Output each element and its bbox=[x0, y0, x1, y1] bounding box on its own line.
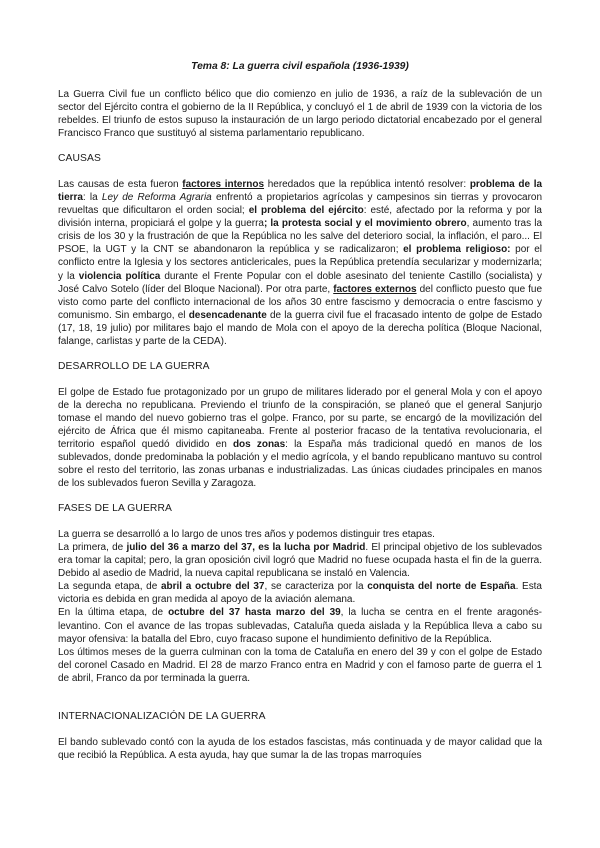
fases-paragraph-5: Los últimos meses de la guerra culminan con la toma de Cataluña en enero del 39 y con el golpe de Estado del coronel Casado en Madrid. El 28 de marzo Franco entra en Madrid y con el famoso parte de guerra el 1 de abril, Franco da por terminada la guerra. bbox=[58, 646, 542, 684]
text-run: heredados que la república intentó resolver: bbox=[264, 179, 470, 191]
text-run: Las causas de esta fueron bbox=[58, 179, 183, 191]
term-factores-externos: factores externos bbox=[333, 283, 417, 295]
term-problema-ejercito: el problema del ejército bbox=[248, 205, 364, 217]
fases-paragraph-4 bbox=[58, 606, 542, 645]
text-run: enfrentó a propietarios agrícolas y campesinos sin tierras y provocaron revueltas que dificultaron el orden social; bbox=[58, 192, 542, 217]
text-run: del conflicto puesto que fue visto como parte del conflicto internacional de los años 30 entre fascismo y democracia o entre fascismo y comunismo. Sin embargo, el bbox=[58, 283, 543, 321]
text-run: , se caracteriza por la bbox=[264, 581, 368, 593]
term-dos-zonas: dos zonas bbox=[232, 438, 286, 450]
term-conquista-norte: conquista del norte de España bbox=[367, 581, 516, 593]
section-heading-internacionalizacion: INTERNACIONALIZACIÓN DE LA GUERRA bbox=[58, 710, 266, 722]
term-factores-internos: factores internos bbox=[182, 179, 265, 191]
text-run: por el conflicto entre la Iglesia y los sectores anticlericales, pues la República pretendía secularizar y modernizarla; y la bbox=[58, 244, 542, 282]
text-run: . El principal objetivo de los sublevados era tomar la capital; pero, la gran oposición civil logró que Madrid no fuese ocupada hasta el fin de la guerra. Debido al asedio de Madrid, la nueva capital republicana se instaló en Valencia. bbox=[58, 542, 542, 580]
section-heading-desarrollo: DESARROLLO DE LA GUERRA bbox=[58, 360, 210, 372]
term-protesta-social: ; la protesta social y el movimiento obrero bbox=[263, 218, 467, 230]
term-ultima-etapa: octubre del 37 hasta marzo del 39 bbox=[168, 607, 341, 619]
causas-paragraph bbox=[58, 178, 542, 348]
text-run: En la última etapa, de bbox=[58, 607, 169, 619]
text-run: , la lucha se centra en el frente aragonés-levantino. Con el avance de las tropas sublevadas, Cataluña queda aislada y la República lleva a cabo su mayor ofensiva: la batalla del Ebro, cuyo fracaso supone el hundimiento definitivo de la República. bbox=[58, 607, 542, 645]
text-run: , aumento tras la crisis de los 30 y la frustración de que la República no les salve del deterioro social, la inflación, el paro... El PSOE, la UGT y la CNT se abandonaron la república y se radicalizaron; bbox=[58, 218, 542, 256]
text-run: La segunda etapa, de bbox=[58, 581, 161, 593]
fases-paragraph-2 bbox=[58, 541, 542, 580]
text-run: de la guerra civil fue el fracasado intento de golpe de Estado (17, 18, 19 julio) por militares bajo el mando de Mola con el apoyo de la derecha política (Bloque Nacional, falange, carlistas y parte de la CEDA). bbox=[58, 309, 543, 347]
text-run: . Esta victoria es debida en gran medida al apoyo de la aviación alemana. bbox=[58, 581, 542, 606]
term-problema-religioso: el problema religioso: bbox=[403, 244, 511, 256]
text-run: : la bbox=[82, 192, 102, 204]
term-violencia-politica: violencia política bbox=[78, 270, 161, 282]
document-page bbox=[58, 60, 542, 762]
text-run: durante el Frente Popular con el doble asesinato del teniente Castillo (socialista) y José Calvo Sotelo (líder del Bloque Nacional). Por otra parte, bbox=[58, 270, 542, 295]
document-title: Tema 8: La guerra civil española (1936-1939) bbox=[191, 61, 409, 72]
text-run: La primera, de bbox=[58, 542, 127, 554]
internacionalizacion-paragraph: El bando sublevado contó con la ayuda de los estados fascistas, más continuada y de mayor calidad que la que recibió la República. A esta ayuda, hay que sumar la de las tropas marroquíes bbox=[58, 736, 542, 761]
term-desencadenante: desencadenante bbox=[188, 309, 267, 321]
desarrollo-paragraph bbox=[58, 386, 542, 490]
fases-paragraph-3 bbox=[58, 580, 542, 606]
term-ley-reforma-agraria: Ley de Reforma Agraria bbox=[101, 192, 212, 204]
text-run: El golpe de Estado fue protagonizado por un grupo de militares liderado por el general Mola y con el apoyo de la derecha no republicana. Previendo el triunfo de la conspiración, se planeó que el general Sanjurjo tomase el mando del nuevo gobierno tras el golpe. Franco, por su parte, se encargó de la movilización del ejército de África que él mismo capitaneaba. Frente al posterior fracaso de la tentativa revolucionaria, el territorio español quedó dividido en bbox=[58, 386, 542, 450]
text-run: : la España más tradicional quedó en manos de los sublevados, donde predominaba la población y el medio agrícola, y el bando republicano mantuvo su control sobre el resto del territorio, las zonas urbanas e industrializadas. Las únicas ciudades principales en manos de los sublevados fueron Sevilla y Zaragoza. bbox=[58, 438, 543, 490]
term-segunda-etapa: abril a octubre del 37 bbox=[161, 581, 265, 593]
term-problema-tierra: problema de la tierra bbox=[58, 179, 543, 204]
text-run: : esté, afectado por la reforma y por la división interna, propiciará el golpe y la guerra bbox=[58, 205, 542, 230]
term-primera-etapa: julio del 36 a marzo del 37, es la lucha por Madrid bbox=[126, 542, 366, 554]
intro-paragraph: La Guerra Civil fue un conflicto bélico que dio comienzo en julio de 1936, a raíz de la sublevación de un sector del Ejército contra el gobierno de la II República, y concluyó el 1 de abril de 1939 con la victoria de los rebeldes. El triunfo de estos supuso la instauración de un largo periodo dictatorial encabezado por el general Francisco Franco que sustituyó al sistema parlamentario republicano. bbox=[58, 89, 542, 140]
section-heading-fases: FASES DE LA GUERRA bbox=[58, 503, 172, 515]
fases-paragraph-1: La guerra se desarrolló a lo largo de unos tres años y podemos distinguir tres etapas. bbox=[58, 529, 435, 541]
section-heading-causas: CAUSAS bbox=[58, 153, 101, 165]
